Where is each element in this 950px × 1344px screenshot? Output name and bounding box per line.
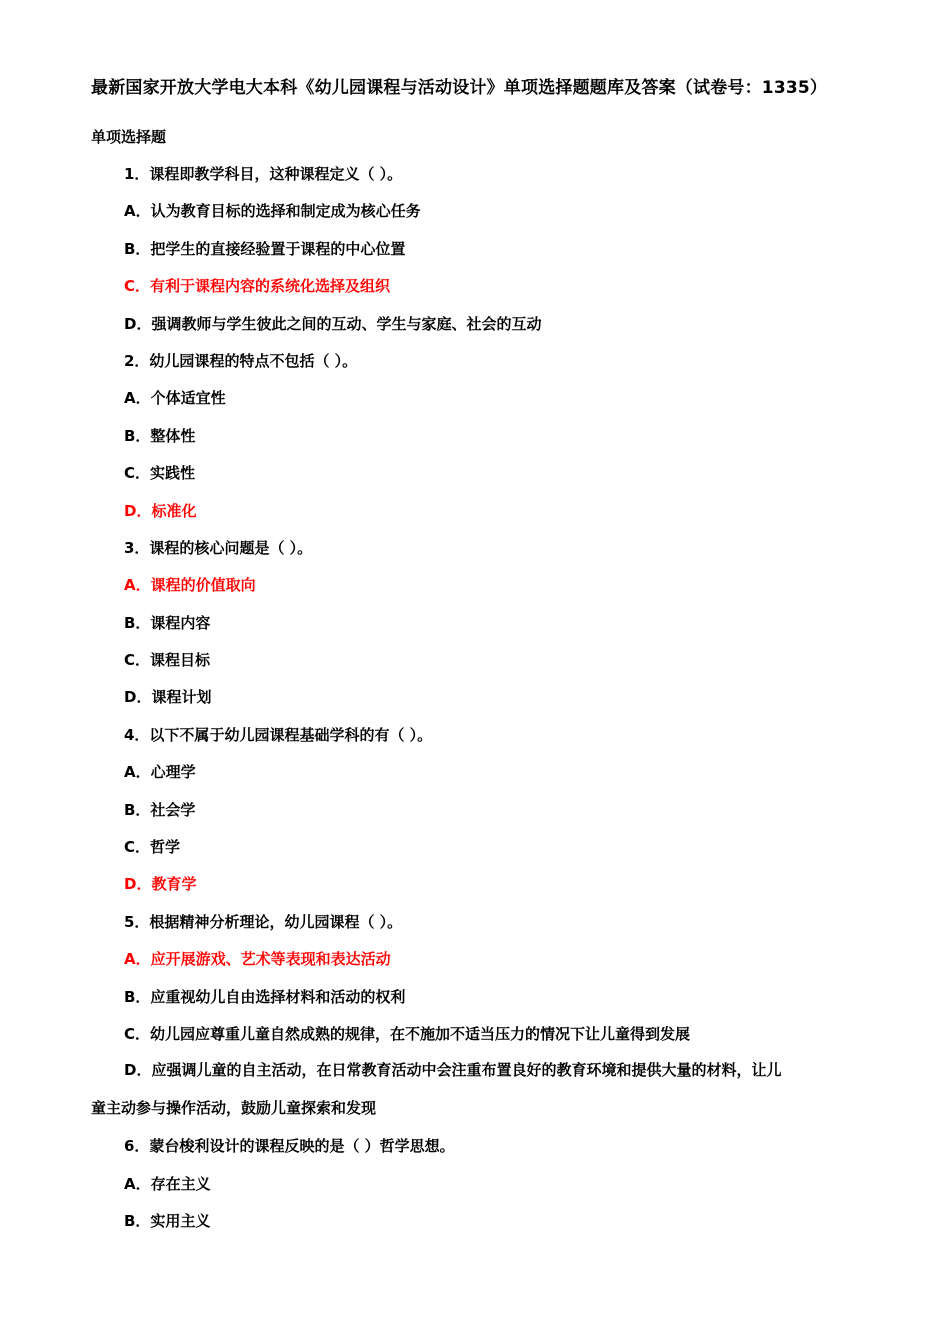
answer-option: [0, 236, 950, 273]
question-stem: [0, 1133, 950, 1170]
answer-option-text: B．把学生的直接经验置于课程的中心位置: [124, 239, 406, 258]
answer-option: [0, 834, 950, 871]
correct-answer-option: [0, 498, 950, 535]
question-stem: [0, 722, 950, 759]
answer-option-text: A．认为教育目标的选择和制定成为核心任务: [124, 202, 421, 221]
answer-option: [0, 1208, 950, 1245]
answer-option-text: B．实用主义: [124, 1211, 211, 1230]
answer-option-text: C．实践性: [124, 464, 196, 483]
document-title: 最新国家开放大学电大本科《幼儿园课程与活动设计》单项选择题题库及答案（试卷号：1335）: [91, 78, 828, 98]
answer-option: [0, 984, 950, 1021]
question-list: [0, 161, 950, 1245]
question-stem-text: 6．蒙台梭利设计的课程反映的是（ ）哲学思想。: [124, 1137, 455, 1156]
question-stem-text: 1．课程即教学科目，这种课程定义（ ）。: [124, 165, 403, 183]
correct-answer-option: [0, 273, 950, 310]
answer-option-text: C．课程目标: [124, 651, 211, 670]
correct-answer-option: [0, 946, 950, 983]
answer-option: [0, 1171, 950, 1208]
answer-option: [0, 610, 950, 647]
question-stem-text: 2．幼儿园课程的特点不包括（ ）。: [124, 351, 358, 370]
answer-option-text: D．强调教师与学生彼此之间的互动、学生与家庭、社会的互动: [124, 314, 542, 333]
correct-answer-option: [0, 871, 950, 908]
answer-option-text: B．课程内容: [124, 613, 211, 632]
answer-option: [0, 198, 950, 235]
answer-option: [0, 1058, 950, 1133]
question-stem-text: 5．根据精神分析理论，幼儿园课程（ ）。: [124, 912, 403, 931]
question-stem: [0, 535, 950, 572]
answer-option-text: A．课程的价值取向: [124, 576, 256, 595]
answer-option-text: B．社会学: [124, 800, 196, 819]
answer-option-text: A．存在主义: [124, 1174, 211, 1193]
answer-option: [0, 797, 950, 834]
answer-option: [0, 647, 950, 684]
answer-option-text: D．教育学: [124, 875, 197, 894]
question-stem: [0, 909, 950, 946]
answer-option: [0, 684, 950, 721]
answer-option-text: B．应重视幼儿自由选择材料和活动的权利: [124, 987, 406, 1006]
answer-option: [0, 385, 950, 422]
answer-option: [0, 311, 950, 348]
answer-option: [0, 423, 950, 460]
answer-option-text: A．个体适宜性: [124, 389, 226, 408]
answer-option-wrapped: [91, 1052, 864, 1127]
answer-option-text: C．哲学: [124, 838, 181, 857]
question-stem: [0, 348, 950, 385]
answer-option-continuation: 童主动参与操作活动，鼓励儿童探索和发现: [91, 1098, 377, 1117]
correct-answer-option: [0, 572, 950, 609]
answer-option: [0, 460, 950, 497]
answer-option-text: D．课程计划: [124, 688, 212, 707]
answer-option-text: A．心理学: [124, 763, 196, 782]
question-stem-text: 3．课程的核心问题是（ ）。: [124, 538, 313, 557]
answer-option-text: D．应强调儿童的自主活动，在日常教育活动中会注重布置良好的教育环境和提供大量的材料，让儿: [124, 1061, 782, 1080]
answer-option-text: B．整体性: [124, 426, 196, 445]
answer-option-text: C．有利于课程内容的系统化选择及组织: [124, 277, 391, 296]
answer-option-text: D．标准化: [124, 501, 197, 520]
answer-option-text: C．幼儿园应尊重儿童自然成熟的规律，在不施加不适当压力的情况下让儿童得到发展: [124, 1024, 691, 1043]
question-stem-text: 4．以下不属于幼儿园课程基础学科的有（ ）。: [124, 725, 433, 744]
question-stem: [0, 161, 950, 198]
answer-option: [0, 759, 950, 796]
section-heading: 单项选择题: [91, 128, 167, 146]
answer-option-text: A．应开展游戏、艺术等表现和表达活动: [124, 950, 391, 969]
